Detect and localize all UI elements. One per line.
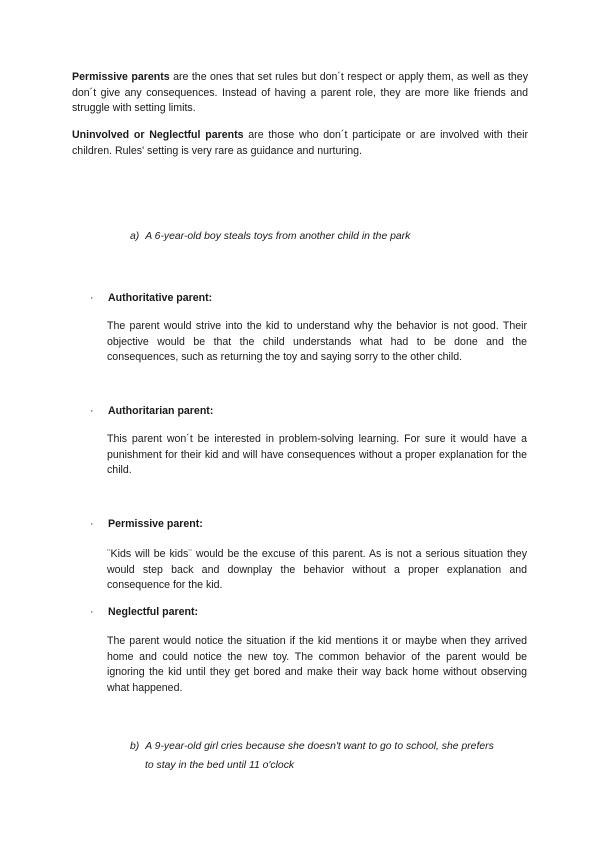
authoritarian-parent-text: This parent won´t be interested in problem-solving learning. For sure it would have a punishment for their kid and will have consequences without a proper explanation for the child. (107, 433, 527, 476)
bullet-icon: · (90, 292, 94, 304)
case-a-label: a) (130, 231, 140, 242)
authoritative-parent-title: Authoritative parent: (108, 292, 213, 304)
uninvolved-parents-term: Uninvolved or Neglectful parents (72, 129, 244, 141)
bullet-icon: · (90, 518, 94, 530)
authoritarian-parent-heading (90, 404, 213, 418)
case-a-text: A 6-year-old boy steals toys from another child in the park (145, 231, 411, 242)
neglectful-parent-title: Neglectful parent: (108, 606, 199, 618)
permissive-parents-text: are the ones that set rules but don´t respect or apply them, as well as they don´t give any consequences. Instead of having a parent role, they are more like friends and struggle with setting limits. (72, 71, 528, 114)
bullet-icon: · (90, 606, 94, 618)
neglectful-parent-text: The parent would notice the situation if the kid mentions it or maybe when they arrived home and could notice the new toy. The common behavior of the parent would be ignoring the kid until they get bored and make their way back home without observing what happened. (107, 635, 527, 694)
permissive-parents-term: Permissive parents (72, 71, 170, 83)
case-b-line2: to stay in the bed until 11 o'clock (145, 760, 295, 771)
permissive-parent-heading (90, 517, 203, 531)
case-b-label: b) (130, 741, 140, 752)
permissive-parent-text: ¨Kids will be kids¨ would be the excuse of this parent. As is not a serious situation they would step back and downplay the behavior without a proper explanation and consequence for the kid. (107, 548, 527, 591)
authoritative-parent-heading (90, 291, 212, 305)
case-a-heading (130, 229, 410, 245)
neglectful-parent-heading (90, 605, 198, 619)
case-b-line1 (130, 739, 494, 755)
authoritarian-parent-title: Authoritarian parent: (108, 405, 214, 417)
case-b-text-line1: A 9-year-old girl cries because she doesn't want to go to school, she prefers (145, 741, 494, 752)
uninvolved-parents-paragraph (72, 128, 528, 159)
uninvolved-parents-text: are those who don´t participate or are involved with their children. Rules' setting is very rare as guidance and nurturing. (72, 129, 528, 157)
permissive-parent-title: Permissive parent: (108, 518, 203, 530)
permissive-parents-paragraph (72, 70, 528, 117)
bullet-icon: · (90, 405, 94, 417)
authoritative-parent-text: The parent would strive into the kid to understand why the behavior is not good. Their objective would be that the child understands what had to be done and the consequences, such as returning the toy and saying sorry to the other child. (107, 320, 527, 363)
